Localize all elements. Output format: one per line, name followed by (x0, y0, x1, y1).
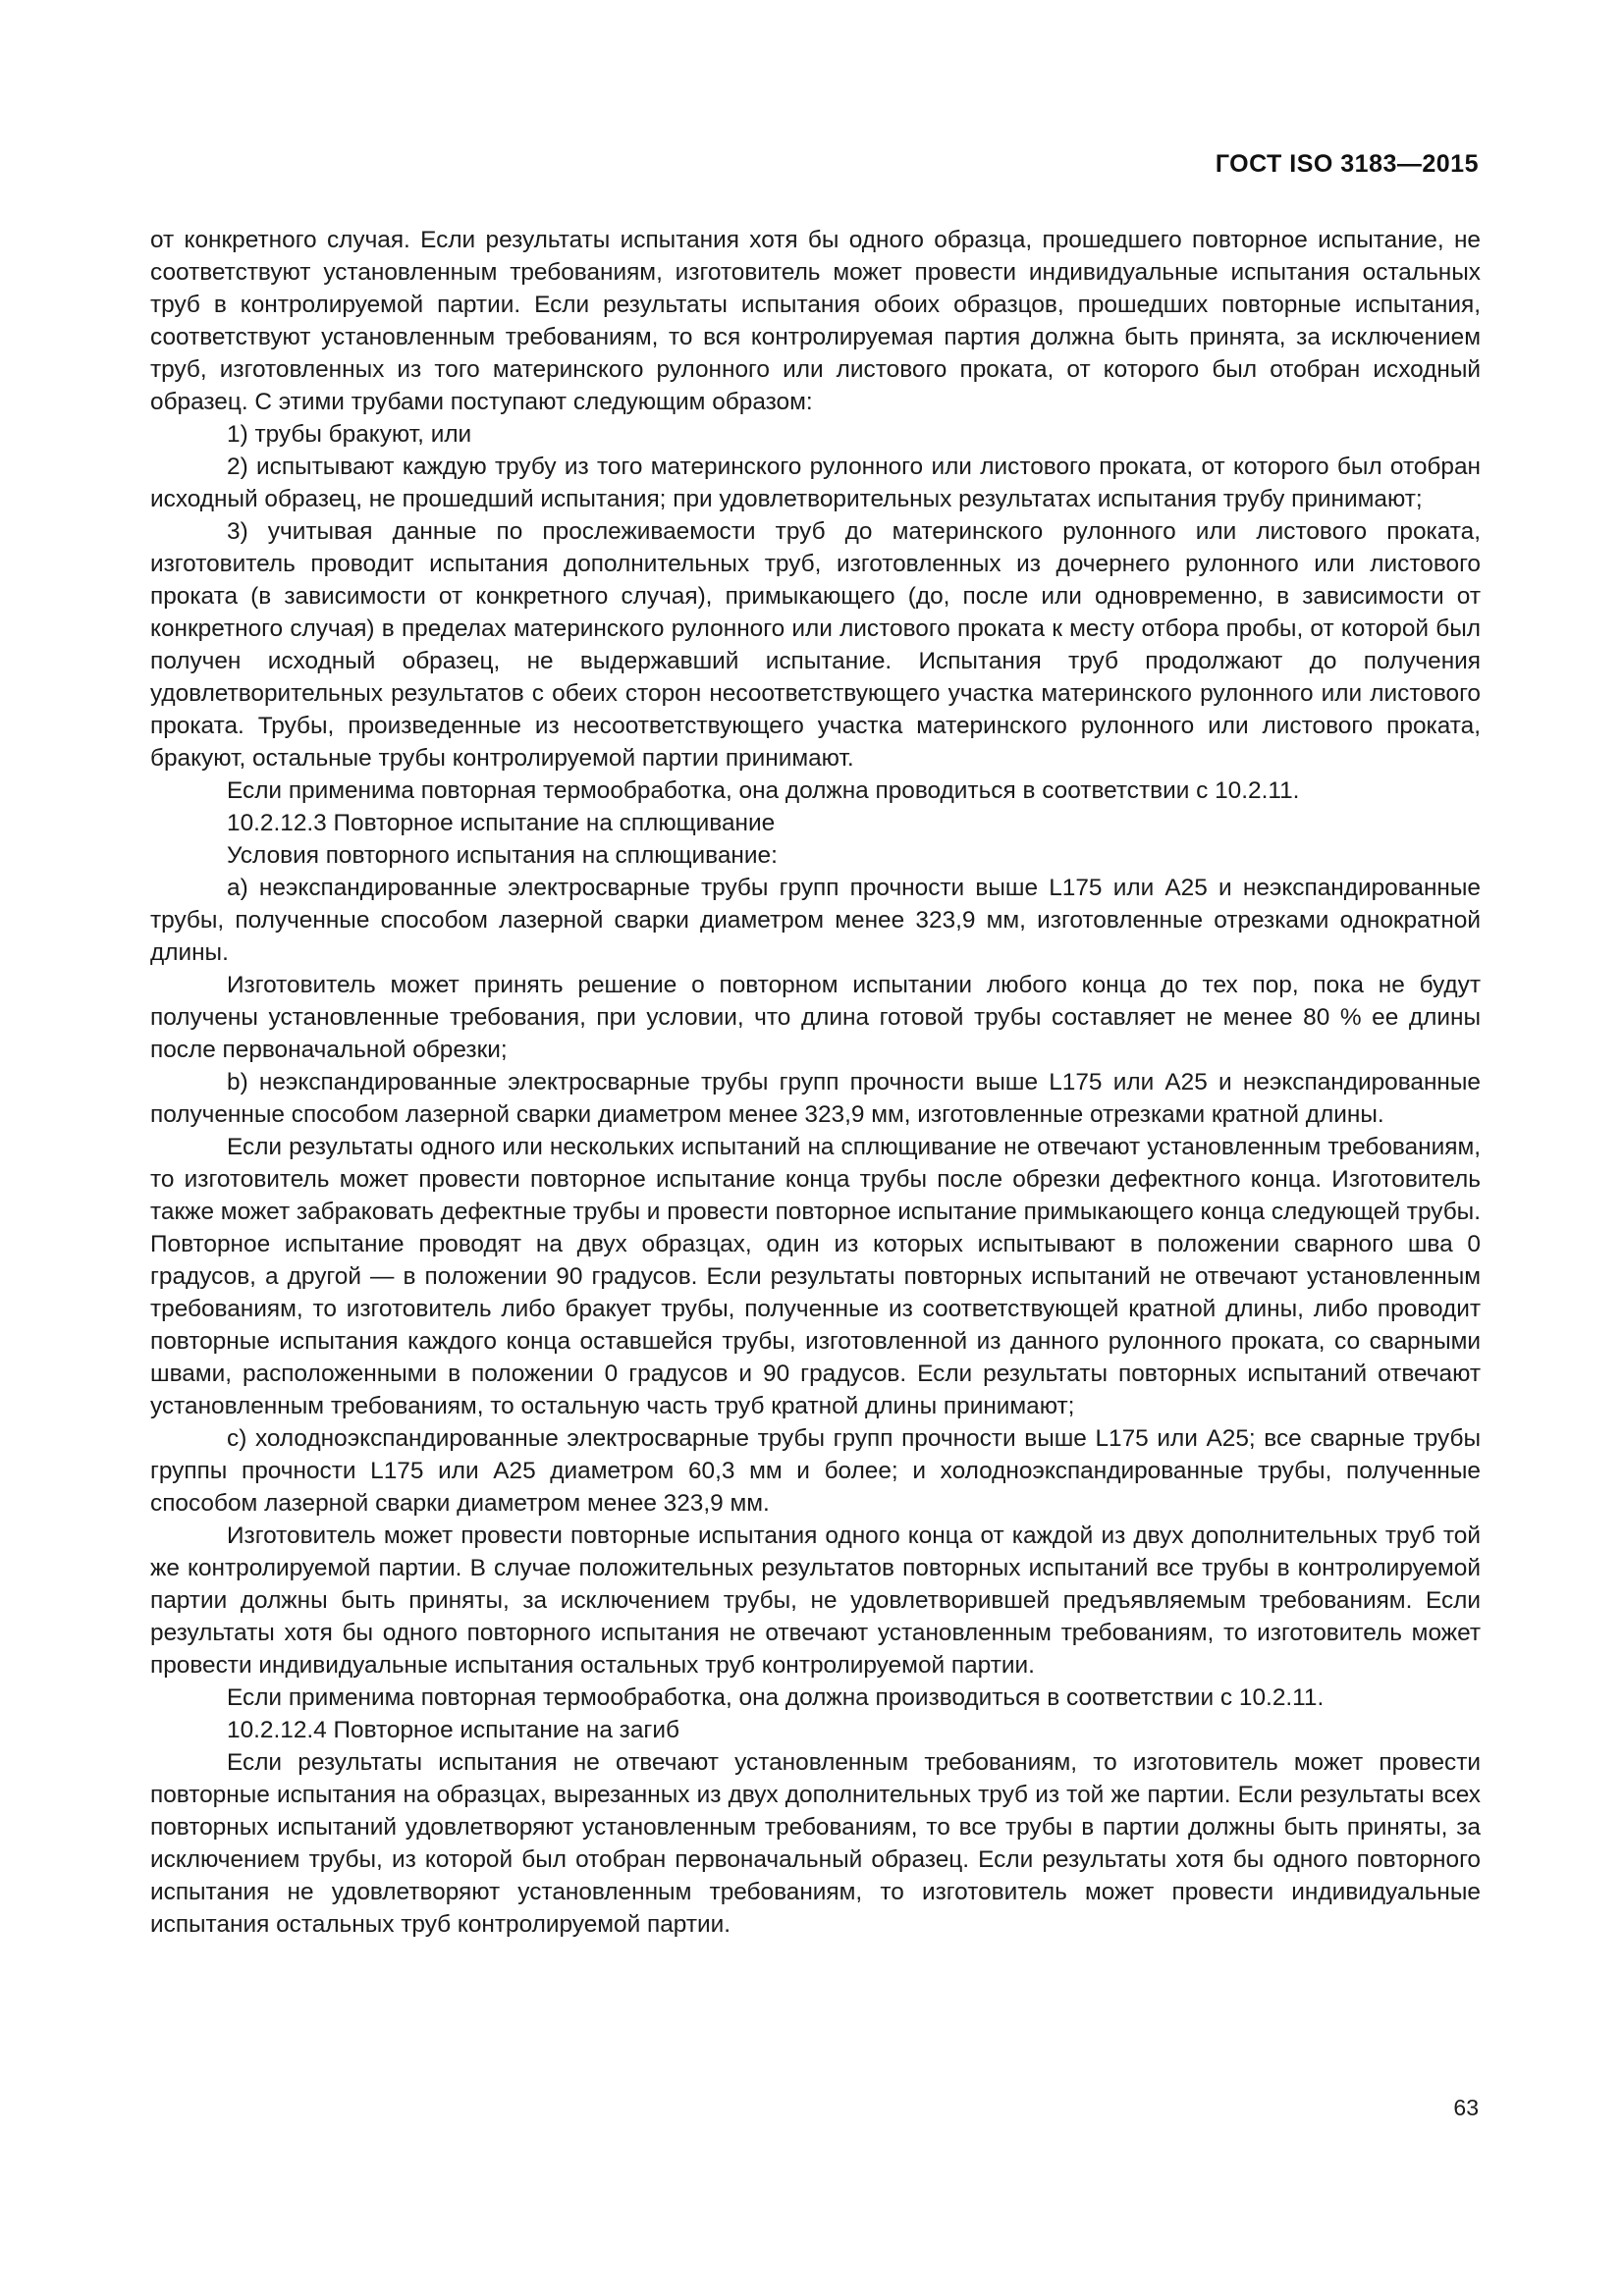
document-code-header: ГОСТ ISO 3183—2015 (1215, 150, 1479, 178)
document-body (150, 224, 1481, 1941)
list-item-c: c) холодноэкспандированные электросварные трубы групп прочности выше L175 или A25; все сварные трубы группы прочности L175 или A25 диаметром 60,3 мм и более; и холодноэкспандированные трубы, полученные способом лазерной сварки диаметром менее 323,9 мм. (150, 1425, 1481, 1517)
list-item-1: 1) трубы бракуют, или (227, 421, 472, 448)
paragraph-flattening-results: Если результаты одного или нескольких испытаний на сплющивание не отвечают установленным требованиям, то изготовитель может провести повторное испытание конца трубы после обрезки дефектного конца. Изготовитель также может забраковать дефектные трубы и провести повторное испытание примыкающего конца следующей трубы. Повторное испытание проводят на двух образцах, один из которых испытывают в положении сварного шва 0 градусов, а другой — в положении 90 градусов. Если результаты повторных испытаний не отвечают установленным требованиям, то изготовитель либо бракует трубы, полученные из соответствующей кратной длины, либо проводит повторные испытания каждого конца оставшейся трубы, изготовленной из данного рулонного проката, со сварными швами, расположенными в положении 0 градусов и 90 градусов. Если результаты повторных испытаний отвечают установленным требованиям, то остальную часть труб кратной длины принимают; (150, 1134, 1481, 1419)
list-item-a: a) неэкспандированные электросварные трубы групп прочности выше L175 или A25 и неэкспандированные трубы, полученные способом лазерной сварки диаметром менее 323,9 мм, изготовленные отрезками однократной длины. (150, 875, 1481, 966)
section-heading-10-2-12-4: 10.2.12.4 Повторное испытание на загиб (227, 1717, 679, 1743)
paragraph-retest-conditions: Условия повторного испытания на сплющивание: (227, 842, 778, 869)
paragraph-continuation: от конкретного случая. Если результаты испытания хотя бы одного образца, прошедшего повторное испытание, не соответствуют установленным требованиям, изготовитель может провести индивидуальные испытания остальных труб в контролируемой партии. Если результаты испытания обоих образцов, прошедших повторные испытания, соответствуют установленным требованиям, то вся контролируемая партия должна быть принята, за исключением труб, изготовленных из того материнского рулонного или листового проката, от которого был отобран исходный образец. С этими трубами поступают следующим образом: (150, 227, 1481, 415)
section-heading-10-2-12-3: 10.2.12.3 Повторное испытание на сплющивание (227, 810, 776, 836)
page-number: 63 (1453, 2095, 1479, 2120)
paragraph-heat-treatment-note-2: Если применима повторная термообработка, она должна производиться в соответствии с 10.2.11. (227, 1684, 1325, 1711)
list-item-2: 2) испытывают каждую трубу из того материнского рулонного или листового проката, от которого был отобран исходный образец, не прошедший испытания; при удовлетворительных результатах испытания трубу принимают; (150, 454, 1481, 512)
paragraph-heat-treatment-note: Если применима повторная термообработка, она должна проводиться в соответствии с 10.2.11. (227, 777, 1300, 804)
list-item-b: b) неэкспандированные электросварные трубы групп прочности выше L175 или A25 и неэкспандированные полученные способом лазерной сварки диаметром менее 323,9 мм, изготовленные отрезками кратной длины. (150, 1069, 1481, 1128)
paragraph-manufacturer-decision: Изготовитель может принять решение о повторном испытании любого конца до тех пор, пока не будут получены установленные требования, при условии, что длина готовой трубы составляет не менее 80 % ее длины после первоначальной обрезки; (150, 972, 1481, 1063)
list-item-3: 3) учитывая данные по прослеживаемости труб до материнского рулонного или листового проката, изготовитель проводит испытания дополнительных труб, изготовленных из дочернего рулонного или листового проката (в зависимости от конкретного случая), примыкающего (до, после или одновременно, в зависимости от конкретного случая) в пределах материнского рулонного или листового проката к месту отбора пробы, от которой был получен исходный образец, не выдержавший испытание. Испытания труб продолжают до получения удовлетворительных результатов с обеих сторон несоответствующего участка материнского рулонного или листового проката. Трубы, произведенные из несоответствующего участка материнского рулонного или листового проката, бракуют, остальные трубы контролируемой партии принимают. (150, 518, 1481, 772)
paragraph-bend-retest: Если результаты испытания не отвечают установленным требованиям, то изготовитель может провести повторные испытания на образцах, вырезанных из двух дополнительных труб из той же партии. Если результаты всех повторных испытаний удовлетворяют установленным требованиям, то все трубы в партии должны быть приняты, за исключением трубы, из которой был отобран первоначальный образец. Если результаты хотя бы одного повторного испытания не удовлетворяют установленным требованиям, то изготовитель может провести индивидуальные испытания остальных труб контролируемой партии. (150, 1749, 1481, 1938)
paragraph-additional-pipes: Изготовитель может провести повторные испытания одного конца от каждой из двух дополнительных труб той же контролируемой партии. В случае положительных результатов повторных испытаний все трубы в контролируемой партии должны быть приняты, за исключением трубы, не удовлетворившей предъявляемым требованиям. Если результаты хотя бы одного повторного испытания не отвечают установленным требованиям, то изготовитель может провести индивидуальные испытания остальных труб контролируемой партии. (150, 1522, 1481, 1679)
